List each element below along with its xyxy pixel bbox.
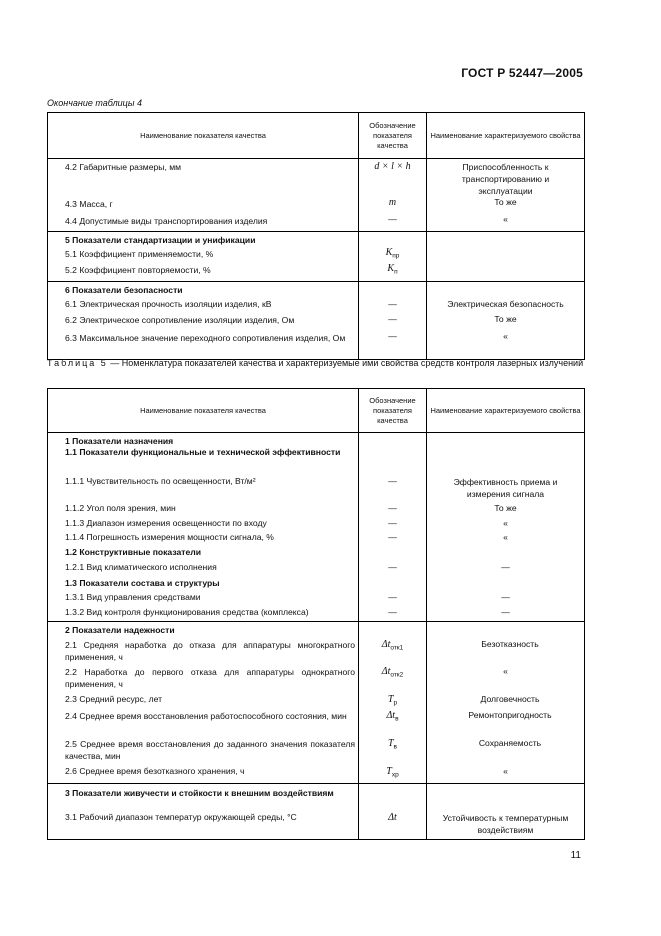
table-row — [48, 159, 585, 198]
table-cell: 2.6 Среднее время безотказного хранения, ч — [48, 765, 359, 783]
table-row — [48, 281, 585, 297]
table-cell: m — [359, 197, 427, 214]
table-cell: 2.2 Наработка до первого отказа для аппаратуры однократного применения, ч — [48, 665, 359, 693]
table-row — [48, 693, 585, 709]
table-cell: 5.2 Коэффициент повторяемости, % — [48, 263, 359, 281]
table-cell: 1.2.1 Вид климатического исполнения — [48, 561, 359, 577]
table-cell — [427, 433, 585, 447]
table-row — [48, 709, 585, 737]
table5-caption-label: Таблица 5 — [47, 358, 108, 368]
table-cell: Приспособленность к транспортированию и эксплуатации — [427, 159, 585, 198]
table-cell — [427, 263, 585, 281]
table-cell — [359, 231, 427, 247]
table-row — [48, 531, 585, 546]
table-cell: « — [427, 531, 585, 546]
table-cell — [359, 281, 427, 297]
table-cell — [359, 446, 427, 472]
table-cell: — — [359, 331, 427, 359]
table-cell: 6.2 Электрическое сопротивление изоляции изделия, Ом — [48, 314, 359, 331]
table-cell: $T_р$ — [359, 693, 427, 709]
table-cell: 3.1 Рабочий диапазон температур окружающей среды, °С — [48, 811, 359, 839]
table-cell: « — [427, 765, 585, 783]
table-row — [48, 446, 585, 472]
table-cell: 4.3 Масса, г — [48, 197, 359, 214]
table-cell: 2.5 Среднее время восстановления до заданного значения показателя качества, мин — [48, 737, 359, 765]
table-cell: Устойчивость к температурным воздействиям — [427, 811, 585, 839]
t4-header-name: Наименование показателя качества — [48, 113, 359, 159]
table-cell: 1.3 Показатели состава и структуры — [48, 577, 359, 591]
table-cell: 1.3.1 Вид управления средствами — [48, 591, 359, 606]
table-cell: Сохраняемость — [427, 737, 585, 765]
table-row — [48, 783, 585, 811]
table-cell: То же — [427, 500, 585, 516]
table-cell: 1.3.2 Вид контроля функционирования средства (комплекса) — [48, 606, 359, 621]
t5-header-symbol: Обозначение показателя качества — [359, 389, 427, 433]
table-cell — [427, 621, 585, 637]
table-cell: 2 Показатели надежности — [48, 621, 359, 637]
table-cell — [359, 433, 427, 447]
table-cell: — — [359, 591, 427, 606]
table-row — [48, 765, 585, 783]
table-4 — [47, 112, 585, 360]
t5-header-property: Наименование характеризуемого свойства — [427, 389, 585, 433]
table-cell: — — [359, 472, 427, 500]
table-row — [48, 433, 585, 447]
table-row — [48, 472, 585, 500]
table-row — [48, 297, 585, 314]
table-row — [48, 606, 585, 621]
document-id: ГОСТ Р 52447—2005 — [461, 66, 583, 80]
table-row — [48, 637, 585, 665]
table-cell: 1.1.4 Погрешность измерения мощности сигнала, % — [48, 531, 359, 546]
table-row — [48, 665, 585, 693]
table-row — [48, 197, 585, 214]
table-row — [48, 214, 585, 231]
table-cell: То же — [427, 197, 585, 214]
table-cell — [427, 281, 585, 297]
table-row — [48, 621, 585, 637]
table-cell: « — [427, 214, 585, 231]
table-cell — [427, 577, 585, 591]
table-cell: — — [359, 314, 427, 331]
table-cell: 1.1.1 Чувствительность по освещенности, Вт/м² — [48, 472, 359, 500]
table-cell — [427, 783, 585, 811]
table-cell: Долговечность — [427, 693, 585, 709]
table-cell: 6 Показатели безопасности — [48, 281, 359, 297]
t4-header-symbol: Обозначение показателя качества — [359, 113, 427, 159]
table-cell: — — [359, 561, 427, 577]
table-cell: — — [359, 500, 427, 516]
table-cell: 4.4 Допустимые виды транспортирования изделия — [48, 214, 359, 231]
table-cell: $\Delta t_{отк1}$ — [359, 637, 427, 665]
table-cell: — — [359, 516, 427, 531]
table5-caption — [47, 357, 584, 369]
table-cell — [359, 783, 427, 811]
table-cell: Эффективность приема и измерения сигнала — [427, 472, 585, 500]
table-cell: $T_{хр}$ — [359, 765, 427, 783]
table-row — [48, 591, 585, 606]
table-cell: 5 Показатели стандартизации и унификации — [48, 231, 359, 247]
table-cell: 2.1 Средняя наработка до отказа для аппаратуры многократного применения, ч — [48, 637, 359, 665]
table-cell: 1.1.2 Угол поля зрения, мин — [48, 500, 359, 516]
table-row — [48, 577, 585, 591]
table-row — [48, 247, 585, 263]
table5-caption-text: — Номенклатура показателей качества и характеризуемые ими свойства средств контроля лазерных излучений — [107, 358, 584, 368]
table-cell: $\Delta t_в$ — [359, 709, 427, 737]
table-cell — [427, 231, 585, 247]
table-cell: 5.1 Коэффициент применяемости, % — [48, 247, 359, 263]
table4-caption: Окончание таблицы 4 — [47, 98, 142, 108]
t4-header-property: Наименование характеризуемого свойства — [427, 113, 585, 159]
table-cell: 4.2 Габаритные размеры, мм — [48, 159, 359, 198]
table-cell: — — [359, 214, 427, 231]
t5-header-name: Наименование показателя качества — [48, 389, 359, 433]
table-cell: 2.3 Средний ресурс, лет — [48, 693, 359, 709]
table-cell: Электрическая безопасность — [427, 297, 585, 314]
table-cell: То же — [427, 314, 585, 331]
table-cell: 1.2 Конструктивные показатели — [48, 546, 359, 561]
table-cell: 1.1.3 Диапазон измерения освещенности по входу — [48, 516, 359, 531]
table-cell — [359, 577, 427, 591]
table-cell: $K_{пр}$ — [359, 247, 427, 263]
table-cell: Δt — [359, 811, 427, 839]
table-cell — [427, 546, 585, 561]
table-cell: 6.3 Максимальное значение переходного сопротивления изделия, Ом — [48, 331, 359, 359]
table-cell: d × l × h — [359, 159, 427, 198]
table-cell — [359, 546, 427, 561]
table-cell: — — [359, 297, 427, 314]
table-cell: 6.1 Электрическая прочность изоляции изделия, кВ — [48, 297, 359, 314]
table-cell — [359, 621, 427, 637]
table-row — [48, 331, 585, 359]
table-cell: — — [359, 531, 427, 546]
table-cell — [427, 446, 585, 472]
table-cell: 2.4 Среднее время восстановления работоспособного состояния, мин — [48, 709, 359, 737]
table-row — [48, 811, 585, 839]
table-cell: — — [427, 591, 585, 606]
table-cell: 1.1 Показатели функциональные и технической эффективности — [48, 446, 359, 472]
table-cell: « — [427, 331, 585, 359]
table-row — [48, 516, 585, 531]
table-row — [48, 263, 585, 281]
table-cell: $K_п$ — [359, 263, 427, 281]
table-row — [48, 737, 585, 765]
table-cell: « — [427, 665, 585, 693]
table-cell: Ремонтопригодность — [427, 709, 585, 737]
table-cell — [427, 247, 585, 263]
table-cell: — — [427, 561, 585, 577]
table-cell: $\Delta t_{отк2}$ — [359, 665, 427, 693]
table-row — [48, 546, 585, 561]
table-cell: 3 Показатели живучести и стойкости к внешним воздействиям — [48, 783, 359, 811]
table-cell: Безотказность — [427, 637, 585, 665]
table-row — [48, 314, 585, 331]
table-row — [48, 500, 585, 516]
table-5 — [47, 388, 585, 840]
table-cell: « — [427, 516, 585, 531]
table-cell: $T_в$ — [359, 737, 427, 765]
table-row — [48, 231, 585, 247]
table-cell: 1 Показатели назначения — [48, 433, 359, 447]
table-row — [48, 561, 585, 577]
page-number: 11 — [570, 850, 581, 861]
table-cell: — — [359, 606, 427, 621]
table-cell: — — [427, 606, 585, 621]
